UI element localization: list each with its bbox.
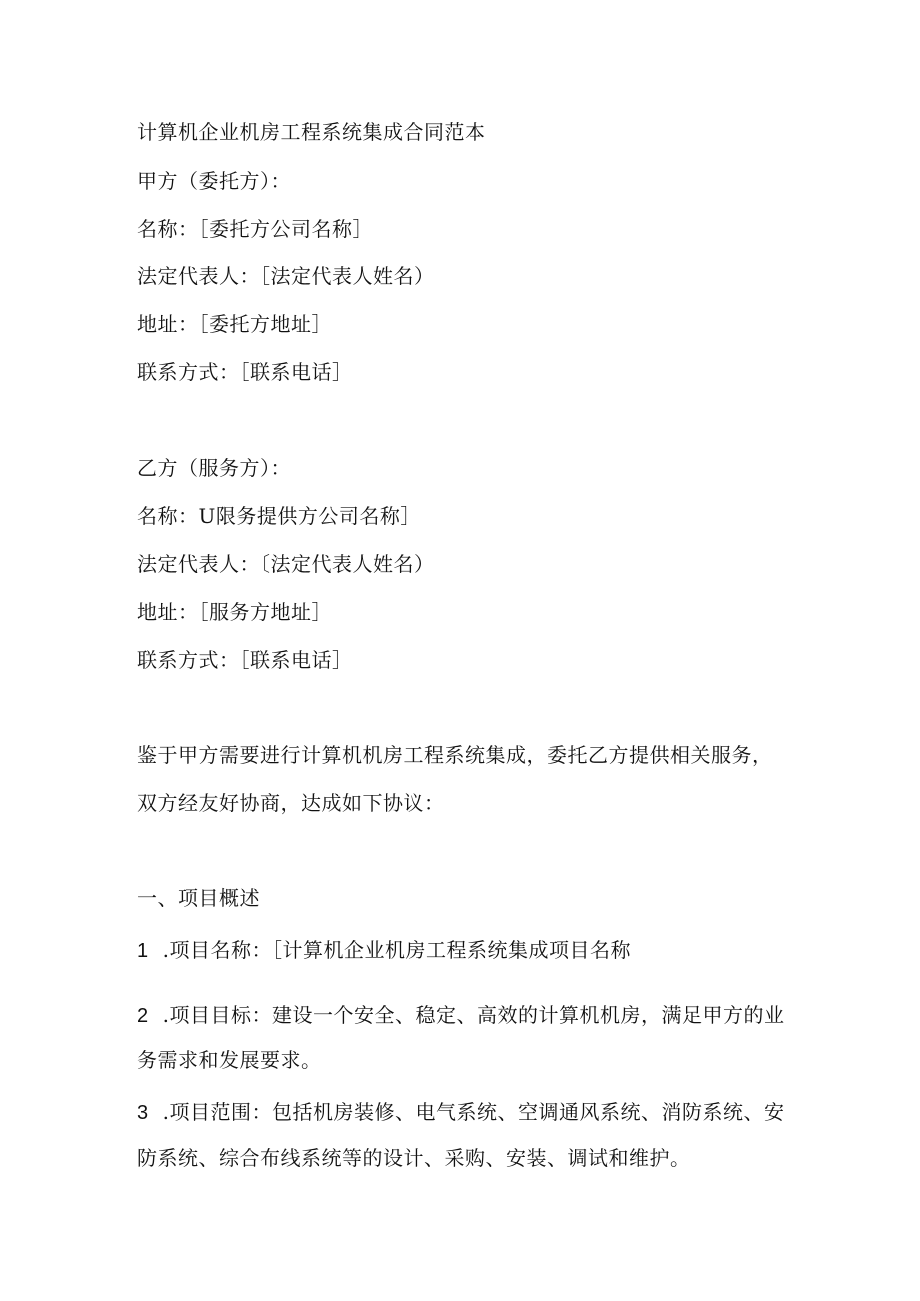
party-a-name: 名称：［委托方公司名称］	[137, 217, 373, 241]
preamble-line-2: 双方经友好协商，达成如下协议：	[137, 791, 445, 815]
party-b-address: 地址：［服务方地址］	[137, 600, 332, 624]
list-item-number: 1	[137, 940, 149, 962]
party-b-contact: 联系方式：［联系电话］	[137, 648, 353, 672]
list-item-text: .项目范围：包括机房装修、电气系统、空调通风系统、消防系统、安	[162, 1100, 785, 1124]
list-item-text: .项目名称：［计算机企业机房工程系统集成项目名称	[162, 938, 631, 962]
section-1-heading: 一、项目概述	[137, 886, 260, 910]
party-b-name: 名称：U限务提供方公司名称］	[137, 504, 421, 528]
list-item	[137, 1002, 784, 1029]
list-item-continuation: 防系统、综合布线系统等的设计、采购、安装、调试和维护。	[137, 1146, 691, 1170]
preamble-line-1: 鉴于甲方需要进行计算机机房工程系统集成，委托乙方提供相关服务，	[137, 743, 773, 767]
document-title: 计算机企业机房工程系统集成合同范本	[137, 120, 486, 144]
party-a-contact: 联系方式：［联系电话］	[137, 360, 353, 384]
party-b-heading: 乙方（服务方）：	[137, 456, 291, 480]
list-item-continuation: 务需求和发展要求。	[137, 1048, 322, 1072]
list-item-number: 3	[137, 1102, 149, 1124]
party-a-address: 地址：［委托方地址］	[137, 312, 332, 336]
list-item	[137, 1099, 784, 1126]
party-a-representative: 法定代表人：［法定代表人姓名）	[137, 264, 435, 288]
party-a-heading: 甲方（委托方）：	[137, 169, 291, 193]
list-item	[137, 937, 631, 964]
party-b-representative: 法定代表人：〔法定代表人姓名）	[137, 552, 435, 576]
list-item-text: .项目目标：建设一个安全、稳定、高效的计算机机房，满足甲方的业	[162, 1003, 785, 1027]
list-item-number: 2	[137, 1005, 149, 1027]
